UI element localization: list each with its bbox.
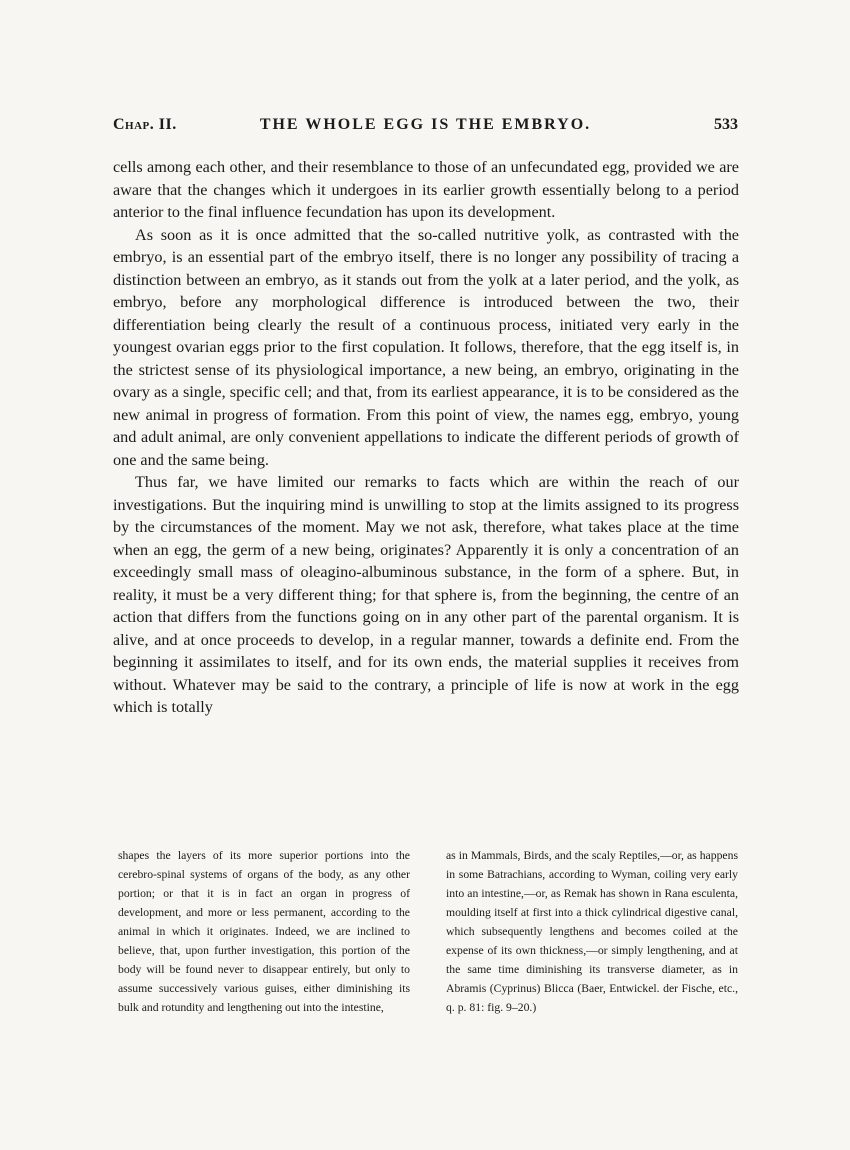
- main-text: [113, 156, 739, 719]
- footnote-text: as in Mammals, Birds, and the scaly Reptiles,—or, as happens in some Batrachians, according to Wyman, coiling very early into an intestine,—or, as Remak has shown in Rana esculenta, moulding itself at first into a thick cylindrical digestive canal, which subsequently lengthens and becomes coiled at the expense of its own thickness,—or simply lengthening, and at the same time diminishing its transverse diameter, as in Abramis (Cyprinus) Blicca (Baer, Entwickel. der Fische, etc., q. p. 81: fig. 9–20.): [446, 849, 738, 1014]
- footnotes: [118, 846, 738, 1017]
- paragraph-continued: cells among each other, and their resemblance to those of an unfecundated egg, provided we are aware that the changes which it undergoes in its earlier growth essentially belong to a period anterior to the final influence fecundation has upon its development.: [113, 158, 739, 221]
- footnote-text: shapes the layers of its more superior portions into the cerebro-spinal systems of organs of the body, as any other portion; or that it is in fact an organ in progress of development, and more or less permanent, according to the animal in which it originates. Indeed, we are inclined to believe, that, upon further investigation, this portion of the body will be found never to disappear entirely, but only to assume successively various guises, either diminishing its bulk and rotundity and lengthening out into the intestine,: [118, 849, 410, 1014]
- footnote-column-right: [446, 846, 738, 1017]
- running-head: [113, 113, 738, 139]
- page-number: 533: [714, 116, 738, 133]
- running-title: THE WHOLE EGG IS THE EMBRYO.: [259, 116, 592, 133]
- paragraph: Thus far, we have limited our remarks to facts which are within the reach of our investigations. But the inquiring mind is unwilling to stop at the limits assigned to its progress by the circumstances of the moment. May we not ask, therefore, what takes place at the time when an egg, the germ of a new being, originates? Apparently it is only a concentration of an exceedingly small mass of oleagino-albuminous substance, in the form of a sphere. But, in reality, it must be a very different thing; for that sphere is, from the beginning, the centre of an action that differs from the functions going on in any other part of the parental organism. It is alive, and at once proceeds to develop, in a regular manner, towards a definite end. From the beginning it assimilates to itself, and for its own ends, the material supplies it receives from without. Whatever may be said to the contrary, a principle of life is now at work in the egg which is totally: [113, 473, 739, 716]
- chapter-label: Chap. II.: [113, 116, 177, 133]
- paragraph: As soon as it is once admitted that the so-called nutritive yolk, as contrasted with the embryo, is an essential part of the embryo itself, there is no longer any possibility of tracing a distinction between an embryo, as it stands out from the yolk at a later period, and the yolk, as embryo, before any morphological difference is introduced between the two, their differentiation being clearly the result of a continuous process, initiated very early in the youngest ovarian eggs prior to the first copulation. It follows, therefore, that the egg itself is, in the strictest sense of its physiological importance, a new being, an embryo, originating in the ovary as a single, specific cell; and that, from its earliest appearance, it is to be considered as the new animal in progress of formation. From this point of view, the names egg, embryo, young and adult animal, are only convenient appellations to indicate the different periods of growth of one and the same being.: [113, 225, 739, 469]
- footnote-column-left: [118, 846, 410, 1017]
